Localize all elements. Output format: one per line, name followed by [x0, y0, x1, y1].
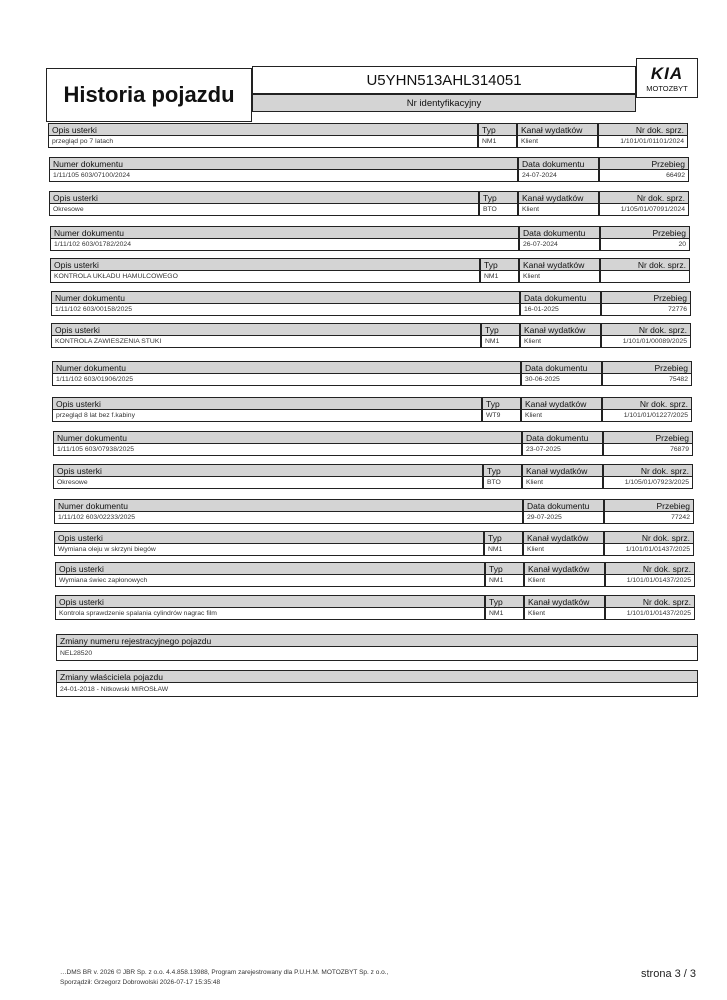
opis-value: Kontrola sprawdzenie spalania cylindrów nagrac film — [55, 608, 485, 620]
przebieg-value: 66492 — [599, 170, 689, 182]
opis-label: Opis usterki — [52, 397, 482, 410]
opis-label: Opis usterki — [50, 258, 480, 271]
kanal-value: Klient — [523, 544, 604, 556]
data-label: Data dokumentu — [522, 431, 603, 444]
przebieg-label: Przebieg — [602, 361, 692, 374]
nrdok-value: 1/105/01/07923/2025 — [603, 477, 693, 489]
opis-value: KONTROLA ZAWIESZENIA STUKI — [51, 336, 481, 348]
kanal-value: Klient — [517, 136, 598, 148]
kanal-label: Kanał wydatków — [523, 531, 604, 544]
przebieg-value: 20 — [600, 239, 690, 251]
kanal-label: Kanał wydatków — [518, 191, 599, 204]
typ-label: Typ — [478, 123, 517, 136]
nrdok-value — [600, 271, 690, 283]
opis-value: KONTROLA UKŁADU HAMULCOWEGO — [50, 271, 480, 283]
numer-value: 1/11/102 603/00158/2025 — [51, 304, 520, 316]
nrdok-value: 1/101/01/01227/2025 — [602, 410, 692, 422]
vin-label: Nr identyfikacyjny — [252, 94, 636, 112]
numer-value: 1/11/105 603/07938/2025 — [53, 444, 522, 456]
vin-value: U5YHN513AHL314051 — [252, 66, 636, 94]
przebieg-label: Przebieg — [600, 226, 690, 239]
typ-value: NM1 — [478, 136, 517, 148]
typ-label: Typ — [485, 595, 524, 608]
typ-label: Typ — [485, 562, 524, 575]
page-number: strona 3 / 3 — [641, 968, 697, 980]
numer-dokumentu-label: Numer dokumentu — [52, 361, 521, 374]
data-value: 23-07-2025 — [522, 444, 603, 456]
nrdok-label: Nr dok. sprz. — [598, 123, 688, 136]
opis-value: Okresowe — [49, 204, 479, 216]
data-value: 16-01-2025 — [520, 304, 601, 316]
data-value: 29-07-2025 — [523, 512, 604, 524]
nrdok-label: Nr dok. sprz. — [601, 323, 691, 336]
przebieg-label: Przebieg — [599, 157, 689, 170]
data-value: 30-06-2025 — [521, 374, 602, 386]
typ-label: Typ — [481, 323, 520, 336]
numer-value: 1/11/102 603/02233/2025 — [54, 512, 523, 524]
numer-value: 1/11/102 603/01782/2024 — [50, 239, 519, 251]
reg-change-value: NEL28520 — [56, 647, 698, 661]
opis-value: przegląd po 7 latach — [48, 136, 478, 148]
nrdok-label: Nr dok. sprz. — [599, 191, 689, 204]
kanal-label: Kanał wydatków — [519, 258, 600, 271]
nrdok-value: 1/101/01/01437/2025 — [604, 544, 694, 556]
opis-label: Opis usterki — [55, 595, 485, 608]
nrdok-label: Nr dok. sprz. — [605, 562, 695, 575]
kanal-value: Klient — [524, 608, 605, 620]
nrdok-label: Nr dok. sprz. — [600, 258, 690, 271]
footer-line-2: Sporządził: Grzegorz Dobrowolski 2026-07-17 15:35:48 — [60, 979, 221, 986]
footer-info — [60, 968, 388, 988]
owner-change-header: Zmiany właściciela pojazdu — [56, 670, 698, 683]
data-label: Data dokumentu — [520, 291, 601, 304]
opis-label: Opis usterki — [54, 531, 484, 544]
nrdok-value: 1/101/01/01437/2025 — [605, 575, 695, 587]
numer-value: 1/11/102 603/01906/2025 — [52, 374, 521, 386]
reg-change-header: Zmiany numeru rejestracyjnego pojazdu — [56, 634, 698, 647]
typ-value: WT9 — [482, 410, 521, 422]
kanal-value: Klient — [519, 271, 600, 283]
przebieg-label: Przebieg — [604, 499, 694, 512]
nrdok-value: 1/105/01/07091/2024 — [599, 204, 689, 216]
kanal-label: Kanał wydatków — [517, 123, 598, 136]
data-label: Data dokumentu — [518, 157, 599, 170]
logo-subtitle: MOTOZBYT — [646, 83, 688, 93]
owner-change-value: 24-01-2018 - Nitkowski MIROSŁAW — [56, 683, 698, 697]
opis-label: Opis usterki — [49, 191, 479, 204]
typ-label: Typ — [483, 464, 522, 477]
kanal-label: Kanał wydatków — [524, 595, 605, 608]
kanal-value: Klient — [524, 575, 605, 587]
data-label: Data dokumentu — [521, 361, 602, 374]
logo-mark: KIA — [650, 63, 684, 83]
page-title: Historia pojazdu — [46, 68, 252, 122]
data-label: Data dokumentu — [523, 499, 604, 512]
typ-label: Typ — [479, 191, 518, 204]
numer-value: 1/11/105 603/07100/2024 — [49, 170, 518, 182]
nrdok-label: Nr dok. sprz. — [605, 595, 695, 608]
kanal-label: Kanał wydatków — [524, 562, 605, 575]
opis-label: Opis usterki — [55, 562, 485, 575]
nrdok-value: 1/101/01/01437/2025 — [605, 608, 695, 620]
przebieg-label: Przebieg — [601, 291, 691, 304]
numer-dokumentu-label: Numer dokumentu — [49, 157, 518, 170]
numer-dokumentu-label: Numer dokumentu — [51, 291, 520, 304]
przebieg-value: 76879 — [603, 444, 693, 456]
kanal-value: Klient — [520, 336, 601, 348]
opis-label: Opis usterki — [51, 323, 481, 336]
nrdok-value: 1/101/01/01101/2024 — [598, 136, 688, 148]
opis-label: Opis usterki — [53, 464, 483, 477]
kanal-value: Klient — [522, 477, 603, 489]
opis-value: Wymiana świec zapłonowych — [55, 575, 485, 587]
kanal-label: Kanał wydatków — [520, 323, 601, 336]
kanal-value: Klient — [521, 410, 602, 422]
data-value: 24-07-2024 — [518, 170, 599, 182]
opis-value: Wymiana oleju w skrzyni biegów — [54, 544, 484, 556]
typ-label: Typ — [480, 258, 519, 271]
kanal-label: Kanał wydatków — [522, 464, 603, 477]
data-label: Data dokumentu — [519, 226, 600, 239]
typ-value: NM1 — [484, 544, 523, 556]
typ-value: NM1 — [480, 271, 519, 283]
kanal-value: Klient — [518, 204, 599, 216]
opis-value: Okresowe — [53, 477, 483, 489]
nrdok-value: 1/101/01/00089/2025 — [601, 336, 691, 348]
numer-dokumentu-label: Numer dokumentu — [53, 431, 522, 444]
nrdok-label: Nr dok. sprz. — [604, 531, 694, 544]
przebieg-value: 77242 — [604, 512, 694, 524]
nrdok-label: Nr dok. sprz. — [602, 397, 692, 410]
kia-logo — [636, 58, 698, 98]
opis-label: Opis usterki — [48, 123, 478, 136]
typ-value: BTO — [479, 204, 518, 216]
numer-dokumentu-label: Numer dokumentu — [54, 499, 523, 512]
typ-value: BTO — [483, 477, 522, 489]
typ-label: Typ — [482, 397, 521, 410]
data-value: 26-07-2024 — [519, 239, 600, 251]
numer-dokumentu-label: Numer dokumentu — [50, 226, 519, 239]
przebieg-label: Przebieg — [603, 431, 693, 444]
przebieg-value: 72776 — [601, 304, 691, 316]
nrdok-label: Nr dok. sprz. — [603, 464, 693, 477]
typ-label: Typ — [484, 531, 523, 544]
opis-value: przegląd 8 lat bez f.kabiny — [52, 410, 482, 422]
typ-value: NM1 — [485, 575, 524, 587]
przebieg-value: 75482 — [602, 374, 692, 386]
footer-line-1: …DMS BR v. 2026 © JBR Sp. z o.o. 4.4.858.13988, Program zarejestrowany dla P.U.H.M. MOTOZBYT Sp. z o.o., — [60, 969, 389, 976]
typ-value: NM1 — [485, 608, 524, 620]
kanal-label: Kanał wydatków — [521, 397, 602, 410]
typ-value: NM1 — [481, 336, 520, 348]
